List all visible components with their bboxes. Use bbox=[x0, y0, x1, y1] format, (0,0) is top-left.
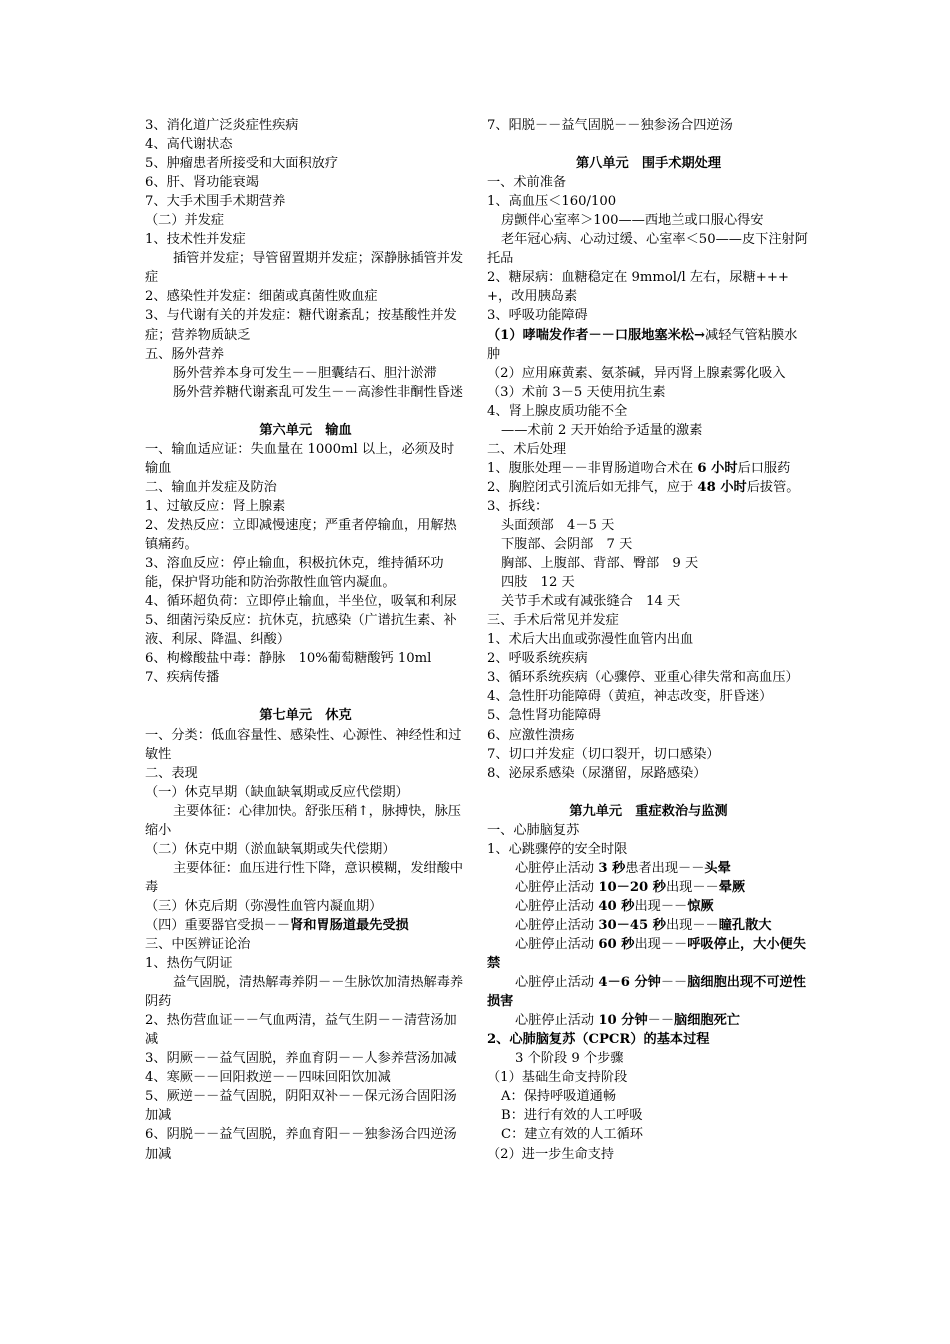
text-line bbox=[487, 1125, 810, 1144]
bold-text: 48 小时 bbox=[697, 479, 747, 495]
line-text: C：建立有效的人工循环 bbox=[501, 1127, 643, 1143]
line-text: ——术前 2 天开始给予适量的激素 bbox=[501, 422, 703, 438]
line-text: 插管并发症；导管留置期并发症；深静脉插管并发症 bbox=[145, 251, 464, 286]
text-line bbox=[487, 421, 810, 440]
text-line bbox=[145, 840, 466, 859]
line-text: 四肢 12 天 bbox=[501, 575, 575, 591]
text-line bbox=[487, 383, 810, 402]
bold-text: 4－6 分钟 bbox=[598, 975, 661, 991]
bold-text: （1）哮喘发作者－－口服地塞米松→ bbox=[487, 327, 706, 343]
line-text: 头面颈部 4－5 天 bbox=[501, 517, 615, 533]
text-line bbox=[487, 973, 810, 1011]
line-text: 心脏停止活动 bbox=[515, 879, 599, 895]
text-line bbox=[145, 192, 466, 211]
line-text: 五、肠外营养 bbox=[145, 346, 225, 362]
blank-line bbox=[145, 687, 466, 706]
text-line bbox=[145, 440, 466, 478]
line-text: 胸部、上腹部、背部、臀部 9 天 bbox=[501, 556, 699, 572]
line-text: 出现－－ bbox=[634, 898, 688, 914]
text-line bbox=[145, 783, 466, 802]
line-text: 4、寒厥－－回阳救逆－－四味回阳饮加减 bbox=[145, 1070, 391, 1086]
text-line bbox=[145, 916, 466, 935]
line-text: （四）重要器官受损－－ bbox=[145, 917, 291, 933]
line-text: 下腹部、会阴部 7 天 bbox=[501, 537, 633, 553]
line-text: 第六单元 输血 bbox=[259, 422, 352, 438]
line-text: 三、手术后常见并发症 bbox=[487, 613, 619, 629]
bold-text: 呼吸停止，大小便失禁 bbox=[487, 937, 806, 972]
line-text: （2）应用麻黄素、氨茶碱，异丙肾上腺素雾化吸入 bbox=[487, 365, 786, 381]
line-text: 2、热伤营血证－－气血两清，益气生阴－－清营汤加减 bbox=[145, 1013, 457, 1048]
text-line bbox=[145, 954, 466, 973]
line-text: －－ bbox=[660, 975, 688, 991]
text-line bbox=[487, 1068, 810, 1087]
line-text: （二）并发症 bbox=[145, 213, 225, 229]
section-heading bbox=[487, 154, 810, 173]
text-line bbox=[487, 516, 810, 535]
line-text: 主要体征：心律加快。舒张压稍↑，脉搏快，脉压缩小 bbox=[145, 803, 461, 838]
text-line bbox=[487, 840, 810, 859]
line-text: 1、术后大出血或弥漫性血管内出血 bbox=[487, 632, 694, 648]
line-text: 患者出现－－ bbox=[625, 860, 705, 876]
text-line bbox=[145, 935, 466, 954]
line-text: B：进行有效的人工呼吸 bbox=[501, 1108, 643, 1124]
left-column bbox=[145, 116, 466, 1164]
line-text: 肠外营养本身可发生－－胆囊结石、胆汁淤滞 bbox=[173, 365, 437, 381]
text-line bbox=[487, 1030, 810, 1049]
line-text: 4、高代谢状态 bbox=[145, 137, 233, 153]
text-line bbox=[487, 211, 810, 230]
text-line bbox=[145, 554, 466, 592]
line-text: 三、中医辨证论治 bbox=[145, 937, 251, 953]
text-line bbox=[145, 1068, 466, 1087]
text-line bbox=[145, 973, 466, 1011]
text-line bbox=[487, 326, 810, 364]
text-line bbox=[145, 364, 466, 383]
line-text: 2、胸腔闭式引流后如无排气，应于 bbox=[487, 479, 698, 495]
bold-text: 6 小时 bbox=[697, 460, 738, 476]
text-line bbox=[145, 116, 466, 135]
text-line bbox=[487, 1087, 810, 1106]
line-text: 1、过敏反应：肾上腺素 bbox=[145, 498, 286, 514]
line-text: 心脏停止活动 bbox=[515, 937, 599, 953]
text-line bbox=[487, 764, 810, 783]
line-text: 3、阴厥－－益气固脱，养血育阴－－人参养营汤加减 bbox=[145, 1051, 457, 1067]
line-text: 关节手术或有减张缝合 14 天 bbox=[501, 594, 681, 610]
text-line bbox=[145, 516, 466, 554]
line-text: 3、呼吸功能障碍 bbox=[487, 308, 588, 324]
text-line bbox=[487, 497, 810, 516]
line-text: 5、细菌污染反应：抗休克，抗感染（广谱抗生素、补液、利尿、降温、纠酸） bbox=[145, 613, 457, 648]
line-text: 4、肾上腺皮质功能不全 bbox=[487, 403, 628, 419]
line-text: －－ bbox=[647, 1013, 675, 1029]
line-text: （二）休克中期（淤血缺氧期或失代偿期） bbox=[145, 841, 396, 857]
line-text: 1、心跳骤停的安全时限 bbox=[487, 841, 628, 857]
line-text: 6、肝、肾功能衰竭 bbox=[145, 175, 259, 191]
line-text: 房颤伴心室率＞100——西地兰或口服心得安 bbox=[501, 213, 764, 229]
text-line bbox=[487, 116, 810, 135]
line-text: 4、循环超负荷：立即停止输血，半坐位，吸氧和利尿 bbox=[145, 594, 457, 610]
text-line bbox=[487, 821, 810, 840]
text-line bbox=[145, 1011, 466, 1049]
text-line bbox=[145, 1087, 466, 1125]
line-text: 心脏停止活动 bbox=[515, 975, 599, 991]
line-text: （1）基础生命支持阶段 bbox=[487, 1070, 628, 1086]
text-line bbox=[145, 592, 466, 611]
text-line bbox=[145, 154, 466, 173]
text-line bbox=[487, 878, 810, 897]
text-line bbox=[487, 478, 810, 497]
line-text: 肠外营养糖代谢紊乱可发生－－高渗性非酮性昏迷 bbox=[173, 384, 464, 400]
text-line bbox=[487, 192, 810, 211]
text-line bbox=[487, 364, 810, 383]
text-line bbox=[487, 1106, 810, 1125]
right-column bbox=[487, 116, 810, 1164]
text-line bbox=[145, 306, 466, 344]
line-text: 二、表现 bbox=[145, 765, 198, 781]
text-line bbox=[487, 230, 810, 268]
text-line bbox=[487, 916, 810, 935]
line-text: （2）进一步生命支持 bbox=[487, 1146, 615, 1162]
text-line bbox=[487, 611, 810, 630]
line-text: 7、阳脱－－益气固脱－－独参汤合四逆汤 bbox=[487, 118, 733, 133]
line-text: （三）休克后期（弥漫性血管内凝血期） bbox=[145, 898, 383, 914]
line-text: 一、输血适应证：失血量在 1000ml 以上，必须及时输血 bbox=[145, 441, 455, 476]
line-text: 减轻气管粘膜水肿 bbox=[487, 327, 798, 362]
text-line bbox=[487, 1011, 810, 1030]
blank-line bbox=[487, 783, 810, 802]
line-text: 5、急性肾功能障碍 bbox=[487, 708, 601, 724]
text-line bbox=[487, 668, 810, 687]
line-text: 心脏停止活动 bbox=[515, 917, 599, 933]
line-text: 5、厥逆－－益气固脱，阴阳双补－－保元汤合固阳汤加减 bbox=[145, 1089, 457, 1124]
line-text: 二、术后处理 bbox=[487, 441, 567, 457]
line-text: A：保持呼吸道通畅 bbox=[501, 1089, 617, 1105]
line-text: 心脏停止活动 bbox=[515, 898, 599, 914]
line-text: （3）术前 3－5 天使用抗生素 bbox=[487, 384, 666, 400]
line-text: 一、分类：低血容量性、感染性、心源性、神经性和过敏性 bbox=[145, 727, 462, 762]
line-text: 5、肿瘤患者所接受和大面积放疗 bbox=[145, 156, 339, 172]
line-text: 心脏停止活动 bbox=[515, 1013, 599, 1029]
line-text: 心脏停止活动 bbox=[515, 860, 599, 876]
text-line bbox=[487, 402, 810, 421]
text-line bbox=[145, 1125, 466, 1163]
bold-text: 头晕 bbox=[704, 860, 731, 876]
bold-text: 60 秒 bbox=[598, 937, 635, 953]
line-text: 1、热伤气阴证 bbox=[145, 956, 233, 972]
line-text: 3、循环系统疾病（心骤停、亚重心律失常和高血压） bbox=[487, 670, 799, 686]
section-heading bbox=[145, 706, 466, 725]
bold-text: 10－20 秒 bbox=[598, 879, 666, 895]
text-line bbox=[487, 459, 810, 478]
line-text: （一）休克早期（缺血缺氧期或反应代偿期） bbox=[145, 784, 409, 800]
text-line bbox=[487, 935, 810, 973]
line-text: 2、呼吸系统疾病 bbox=[487, 651, 588, 667]
text-line bbox=[145, 1049, 466, 1068]
text-line bbox=[487, 306, 810, 325]
text-line bbox=[487, 859, 810, 878]
line-text: 2、感染性并发症：细菌或真菌性败血症 bbox=[145, 289, 378, 305]
bold-text: 惊厥 bbox=[687, 898, 714, 914]
line-text: 3 个阶段 9 个步骤 bbox=[515, 1051, 624, 1067]
text-line bbox=[145, 802, 466, 840]
text-line bbox=[145, 345, 466, 364]
section-heading bbox=[487, 802, 810, 821]
line-text: 7、大手术围手术期营养 bbox=[145, 194, 286, 210]
line-text: 益气固脱，清热解毒养阴－－生脉饮加清热解毒养阴药 bbox=[145, 975, 464, 1010]
text-line bbox=[487, 573, 810, 592]
line-text: 2、糖尿病：血糖稳定在 9mmol/l 左右，尿糖++++，改用胰岛素 bbox=[487, 270, 789, 305]
line-text: 出现－－ bbox=[666, 917, 719, 933]
text-line bbox=[145, 135, 466, 154]
text-line bbox=[145, 764, 466, 783]
line-text: 3、溶血反应：停止输血，积极抗休克，维持循环功能，保护肾功能和防治弥散性血管内凝血。 bbox=[145, 556, 444, 591]
line-text: 3、拆线： bbox=[487, 498, 549, 514]
text-line bbox=[145, 611, 466, 649]
line-text: 出现－－ bbox=[666, 879, 719, 895]
line-text: 8、泌尿系感染（尿潴留，尿路感染） bbox=[487, 765, 707, 781]
line-text: 老年冠心病、心动过缓、心室率＜50——皮下注射阿托品 bbox=[487, 232, 808, 267]
text-line bbox=[487, 649, 810, 668]
line-text: 二、输血并发症及防治 bbox=[145, 479, 277, 495]
text-line bbox=[145, 249, 466, 287]
text-line bbox=[145, 173, 466, 192]
line-text: 后拔管。 bbox=[746, 479, 800, 495]
text-line bbox=[487, 554, 810, 573]
text-line bbox=[145, 726, 466, 764]
bold-text: 晕厥 bbox=[718, 879, 746, 895]
line-text: 6、枸橼酸盐中毒：静脉 10%葡萄糖酸钙 10ml bbox=[145, 651, 432, 667]
text-line bbox=[145, 383, 466, 402]
line-text: 6、应激性溃疡 bbox=[487, 727, 575, 743]
text-line bbox=[145, 649, 466, 668]
text-line bbox=[145, 859, 466, 897]
blank-line bbox=[487, 135, 810, 154]
text-line bbox=[487, 745, 810, 764]
text-line bbox=[487, 706, 810, 725]
text-line bbox=[487, 630, 810, 649]
text-line bbox=[487, 687, 810, 706]
line-text: 4、急性肝功能障碍（黄疸，神志改变，肝昏迷） bbox=[487, 689, 773, 705]
bold-text: 脑细胞出现不可逆性损害 bbox=[487, 975, 806, 1010]
bold-text: 肾和胃肠道最先受损 bbox=[290, 917, 409, 933]
line-text: 出现－－ bbox=[634, 937, 688, 953]
bold-text: 脑细胞死亡 bbox=[674, 1013, 740, 1029]
text-line bbox=[487, 1049, 810, 1068]
line-text: 后口服药 bbox=[737, 460, 791, 476]
text-line bbox=[487, 173, 810, 192]
line-text: 一、术前准备 bbox=[487, 175, 567, 191]
line-text: 7、切口并发症（切口裂开，切口感染） bbox=[487, 746, 720, 762]
section-heading bbox=[145, 421, 466, 440]
line-text: 主要体征：血压进行性下降，意识模糊，发绀酸中毒 bbox=[145, 860, 464, 895]
line-text: 第九单元 重症救治与监测 bbox=[569, 803, 728, 819]
text-line bbox=[487, 268, 810, 306]
text-line bbox=[487, 440, 810, 459]
text-line bbox=[145, 668, 466, 687]
bold-text: 瞳孔散大 bbox=[718, 917, 772, 933]
line-text: 1、技术性并发症 bbox=[145, 232, 246, 248]
text-line bbox=[487, 897, 810, 916]
line-text: 3、与代谢有关的并发症：糖代谢紊乱；按基酸性并发症；营养物质缺乏 bbox=[145, 308, 457, 343]
blank-line bbox=[145, 402, 466, 421]
text-line bbox=[145, 497, 466, 516]
text-line bbox=[487, 592, 810, 611]
text-line bbox=[145, 211, 466, 230]
text-line bbox=[145, 287, 466, 306]
text-line bbox=[145, 897, 466, 916]
line-text: 3、消化道广泛炎症性疾病 bbox=[145, 118, 299, 133]
text-line bbox=[487, 726, 810, 745]
bold-text: 40 秒 bbox=[598, 898, 635, 914]
line-text: 第七单元 休克 bbox=[259, 708, 352, 724]
bold-text: 3 秒 bbox=[598, 860, 626, 876]
text-line bbox=[487, 535, 810, 554]
line-text: 2、发热反应：立即减慢速度；严重者停输血，用解热镇痛药。 bbox=[145, 517, 457, 553]
line-text: 一、心肺脑复苏 bbox=[487, 822, 580, 838]
line-text: 第八单元 围手术期处理 bbox=[575, 156, 722, 172]
text-line bbox=[145, 230, 466, 249]
text-line bbox=[145, 478, 466, 497]
line-text: 1、腹胀处理－－非胃肠道吻合术在 bbox=[487, 460, 698, 476]
line-text: 1、高血压＜160/100 bbox=[487, 194, 617, 210]
line-text: 6、阴脱－－益气固脱，养血育阳－－独参汤合四逆汤加减 bbox=[145, 1127, 457, 1162]
bold-text: 10 分钟 bbox=[598, 1013, 648, 1029]
bold-text: 30－45 秒 bbox=[598, 917, 666, 933]
text-line bbox=[487, 1145, 810, 1164]
bold-text: 2、心肺脑复苏（CPCR）的基本过程 bbox=[487, 1032, 710, 1048]
line-text: 7、疾病传播 bbox=[145, 670, 220, 686]
